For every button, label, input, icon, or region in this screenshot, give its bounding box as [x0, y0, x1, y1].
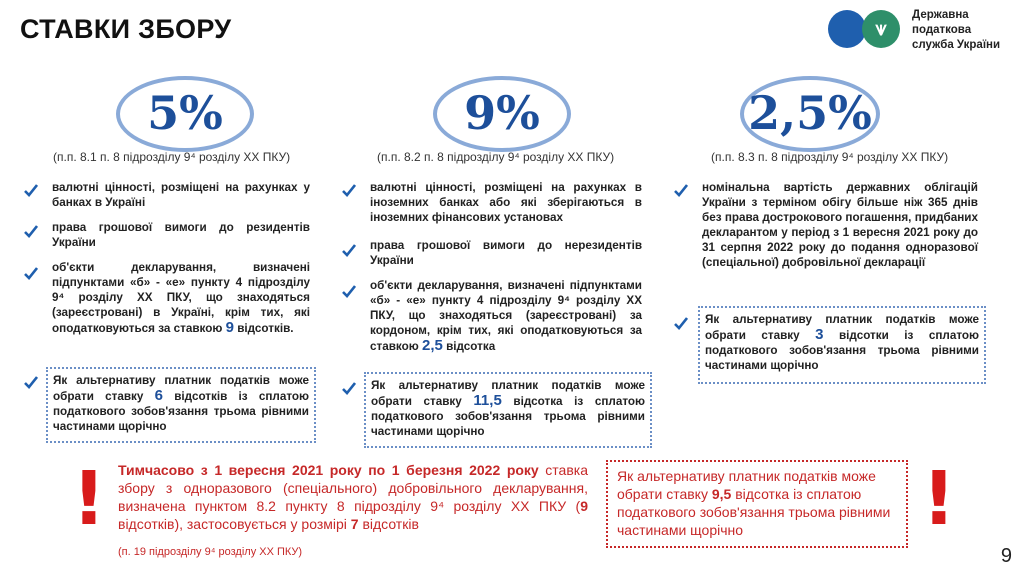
alt-text-end: відсотків із сплатою податкового зобов'язання трьома рівними частинами щорічно — [53, 390, 310, 433]
col2-item-3-text: об'єкти декларування, визначені підпунктами «б» - «е» пункту 4 підрозділу 9⁴ розділу XX ПКУ, що знаходяться (зареєстровані) за кордоном, крім тих, які оподатковуються за ставкою — [370, 279, 642, 353]
rate-ref-2: (п.п. 8.2 п. 8 підрозділу 9⁴ розділу XX ПКУ) — [377, 150, 615, 164]
alt-right-number: 9,5 — [711, 486, 732, 502]
col3-alternative-box — [698, 306, 986, 384]
rate-ref-1: (п.п. 8.1 п. 8 підрозділу 9⁴ розділу XX ПКУ) — [53, 150, 291, 164]
alt-text: Як альтернативу платник податків може обрати ставку — [53, 374, 309, 403]
dps-logo — [828, 6, 1018, 50]
logo-line-1: Державна — [912, 9, 969, 21]
alt-rate-number: 11,5 — [473, 392, 502, 409]
logo-blue-circle — [828, 10, 866, 48]
col1-item-3 — [52, 260, 310, 336]
notice-text-b: відсотків), застосовується у розмірі — [118, 516, 347, 532]
alt-text: Як альтернативу платник податків може обрати ставку — [371, 379, 645, 408]
check-icon — [342, 243, 356, 257]
alternative-rate-box — [606, 460, 908, 548]
logo-line-2: податкова — [912, 24, 972, 36]
check-icon — [674, 316, 688, 330]
rate-badge-2-5: 2,5% — [740, 76, 880, 152]
col3-item-1: номінальна вартість державних облігацій України з терміном обігу більше ніж 365 днів без права дострокового погашення, придбаних декларантом у період з 1 вересня 2021 року до 31 серпня 2022 року до подання одноразової (спеціальної) добровільної декларації — [702, 181, 978, 269]
check-icon — [24, 266, 38, 280]
alt-text-end: відсотка із сплатою податкового зобов'язання трьома рівними частинами щорічно — [371, 395, 646, 438]
rate-number: 2,5 — [421, 337, 443, 354]
col2-alternative-box — [364, 372, 652, 448]
rate-badge-5: 5% — [116, 76, 254, 152]
col2-item-1: валютні цінності, розміщені на рахунках в іноземних банках або які зберігаються в іноземних фінансових установах — [370, 181, 642, 224]
col1-item-3-end: відсотків. — [237, 322, 294, 335]
col1-item-3-text: об'єкти декларування, визначені підпунктами «б» - «е» пункту 4 підрозділу 9⁴ розділу XX ПКУ, що знаходяться (зареєстровані) в Україні, крім тих, які оподатковуються за ставкою — [52, 261, 310, 335]
check-icon — [24, 224, 38, 238]
col1-item-2: права грошової вимоги до резидентів України — [52, 221, 310, 249]
notice-num-7: 7 — [350, 516, 359, 532]
rate-number: 9 — [225, 319, 234, 336]
check-icon — [24, 183, 38, 197]
col2-item-3 — [370, 278, 642, 354]
col2-item-2: права грошової вимоги до нерезидентів України — [370, 239, 642, 267]
check-icon — [342, 183, 356, 197]
exclamation-icon-right: ! — [922, 456, 956, 542]
check-icon — [342, 381, 356, 395]
page-title: СТАВКИ ЗБОРУ — [20, 14, 232, 44]
check-icon — [342, 284, 356, 298]
trident-icon: ⩛ — [862, 10, 900, 48]
rate-ref-3: (п.п. 8.3 п. 8 підрозділу 9⁴ розділу XX ПКУ) — [711, 150, 949, 164]
notice-text-c: відсотків — [362, 516, 419, 532]
logo-line-3: служба України — [912, 39, 1001, 51]
alt-text-end: відсотки із сплатою податкового зобов'язання трьома рівними частинами щорічно — [705, 329, 980, 372]
notice-text-a: ставка збору з одноразового (спеціального) добровільного декларування, визначена пунктом 8.2 пункту 8 підрозділу 9⁴ розділу XX ПКУ ( — [118, 462, 588, 514]
alt-right-text-end: відсотка із сплатою податкового зобов'язання трьома рівними частинами щорічно — [617, 486, 891, 538]
col1-item-1: валютні цінності, розміщені на рахунках у банках в Україні — [52, 181, 310, 209]
notice-num-9: 9 — [580, 498, 588, 514]
temporary-rate-notice — [118, 461, 588, 533]
notice-reference: (п. 19 підрозділу 9⁴ розділу XX ПКУ) — [118, 546, 303, 558]
exclamation-icon-left: ! — [72, 456, 106, 542]
page-number: 9 — [1000, 545, 1012, 567]
alt-right-text: Як альтернативу платник податків може обрати ставку — [617, 468, 876, 502]
alt-rate-number: 3 — [815, 326, 824, 343]
col2-item-3-end: відсотка — [446, 340, 496, 353]
notice-heading: Тимчасово з 1 вересня 2021 року по 1 березня 2022 року — [118, 462, 539, 478]
logo-text — [912, 8, 1000, 53]
col1-alternative-box — [46, 367, 316, 443]
check-icon — [24, 375, 38, 389]
alt-rate-number: 6 — [154, 387, 163, 404]
alt-text: Як альтернативу платник податків може обрати ставку — [705, 313, 979, 342]
rate-badge-9: 9% — [433, 76, 571, 152]
check-icon — [674, 183, 688, 197]
